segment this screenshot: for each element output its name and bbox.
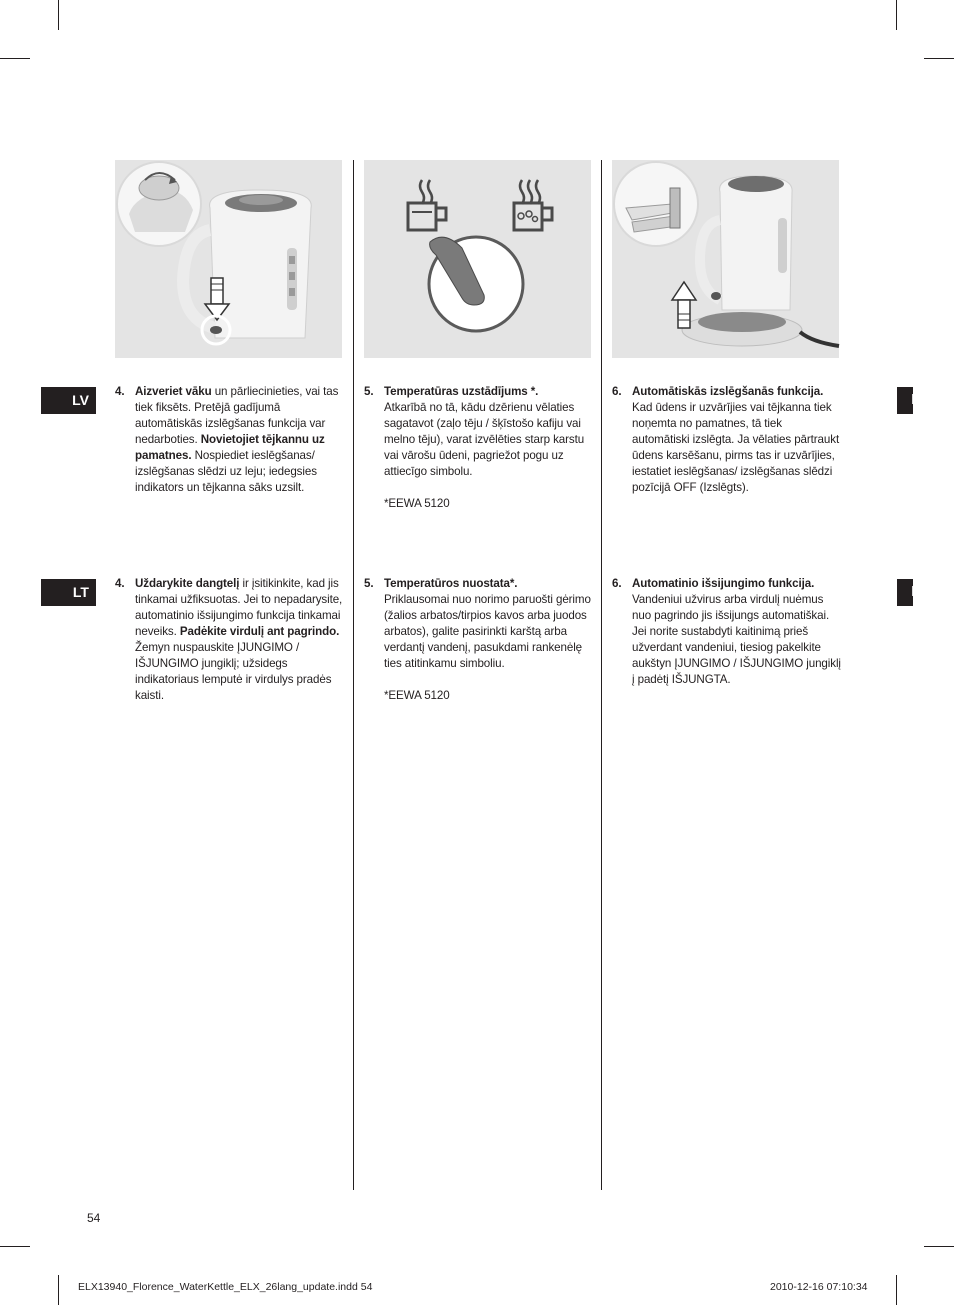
crop-mark xyxy=(0,58,30,59)
step-title: Temperatūras uzstādījums *. xyxy=(384,385,539,398)
lt-step-6 xyxy=(612,576,842,688)
step-number: 4. xyxy=(115,385,125,398)
crop-mark xyxy=(896,1275,897,1305)
lv-step-4 xyxy=(115,384,347,496)
crop-mark xyxy=(58,1275,59,1305)
step-number: 4. xyxy=(115,577,125,590)
step-title: Automatinio išsijungimo funkcija. xyxy=(632,577,815,590)
column-divider xyxy=(601,160,602,1190)
lv-step-6 xyxy=(612,384,840,496)
step-text: un pārliecinieties, vai tas tiek fiksēts. Pretējā gadījumā automātiskās izslēgšanas funkcija var nedarboties. xyxy=(135,385,339,446)
step-text: Atkarībā no tā, kādu dzērienu vēlaties sagatavot (zaļo tēju / šķīstošo kafiju vai melno tēju), varat izvēlēties starp karstu vai vārošu ūdeni, pagriežot pogu uz attiecīgo simbolu. xyxy=(384,401,585,478)
step-text: Kad ūdens ir uzvārījies vai tējkanna tiek noņemta no pamatnes, tā tiek automātiski izslēgta. Ja vēlaties pārtraukt ūdens karsēšanu, pirms tas ir uzvārījies, iestatiet ieslēgšanas/ izslēgšanas slēdzi pozīcijā OFF (Izslēgts). xyxy=(632,401,840,494)
step-text: Priklausomai nuo norimo paruošti gėrimo (žalios arbatos/tirpios kavos arba juodos arbatos), galite pasirinkti karštą arba verdantį vandenį, pasukdami rankenėlę ties atitinkamu simboliu. xyxy=(384,593,591,670)
step-bold-text: Padėkite virdulį ant pagrindo. xyxy=(179,625,340,638)
language-tab-right: L xyxy=(897,387,913,414)
footer-filename: ELX13940_Florence_WaterKettle_ELX_26lang_update.indd 54 xyxy=(78,1281,373,1293)
step-title: Temperatūros nuostata*. xyxy=(384,577,518,590)
language-tab-lt: LT xyxy=(41,579,96,606)
step-bold-text: Aizveriet vāku xyxy=(135,385,212,398)
crop-mark xyxy=(896,0,897,30)
step-number: 5. xyxy=(364,385,374,398)
figure-close-lid xyxy=(115,160,342,358)
crop-mark xyxy=(58,0,59,30)
footer-datetime: 2010-12-16 07:10:34 xyxy=(770,1281,868,1293)
lt-step-4 xyxy=(115,576,347,704)
step-bold-text: Uždarykite dangtelį xyxy=(135,577,240,590)
step-text: Žemyn nuspauskite ĮJUNGIMO / IŠJUNGIMO jungiklį; užsidegs indikatoriaus lemputė ir virdulys pradės kaisti. xyxy=(135,641,332,702)
crop-mark xyxy=(0,1246,30,1247)
language-tab-lv: LV xyxy=(41,387,96,414)
step-text: Nospiediet ieslēgšanas/ izslēgšanas slēdzi uz leju; iedegsies indikators un tējkanna sāks uzsilt. xyxy=(135,449,317,494)
step-number: 6. xyxy=(612,577,622,590)
crop-mark xyxy=(924,58,954,59)
page-number: 54 xyxy=(87,1211,101,1225)
step-number: 6. xyxy=(612,385,622,398)
lv-step-5 xyxy=(364,384,596,512)
step-bold-text: Novietojiet tējkannu uz pamatnes. xyxy=(135,433,325,462)
column-divider xyxy=(353,160,354,1190)
step-text: ir įsitikinkite, kad jis tinkamai užfiksuotas. Jei to nepadarysite, automatinio išsijungimo funkcija tinkamai neveiks. xyxy=(135,577,343,638)
step-text: Vandeniui užvirus arba virdulį nuėmus nuo pagrindo jis išsijungs automatiškai. Jei norite sustabdyti kaitinimą prieš užverdant vandeniui, tiesiog pakelkite aukštyn ĮJUNGIMO / IŠJUNGIMO jungiklį į padėtį IŠJUNGTA. xyxy=(632,593,841,686)
step-title: Automātiskās izslēgšanās funkcija. xyxy=(632,385,824,398)
step-number: 5. xyxy=(364,577,374,590)
model-note: *EEWA 5120 xyxy=(384,497,450,510)
lt-step-5 xyxy=(364,576,596,704)
crop-mark xyxy=(924,1246,954,1247)
figure-auto-switch-off xyxy=(612,160,839,358)
language-tab-right: L xyxy=(897,579,913,606)
model-note: *EEWA 5120 xyxy=(384,689,450,702)
figure-temperature-dial xyxy=(364,160,591,358)
